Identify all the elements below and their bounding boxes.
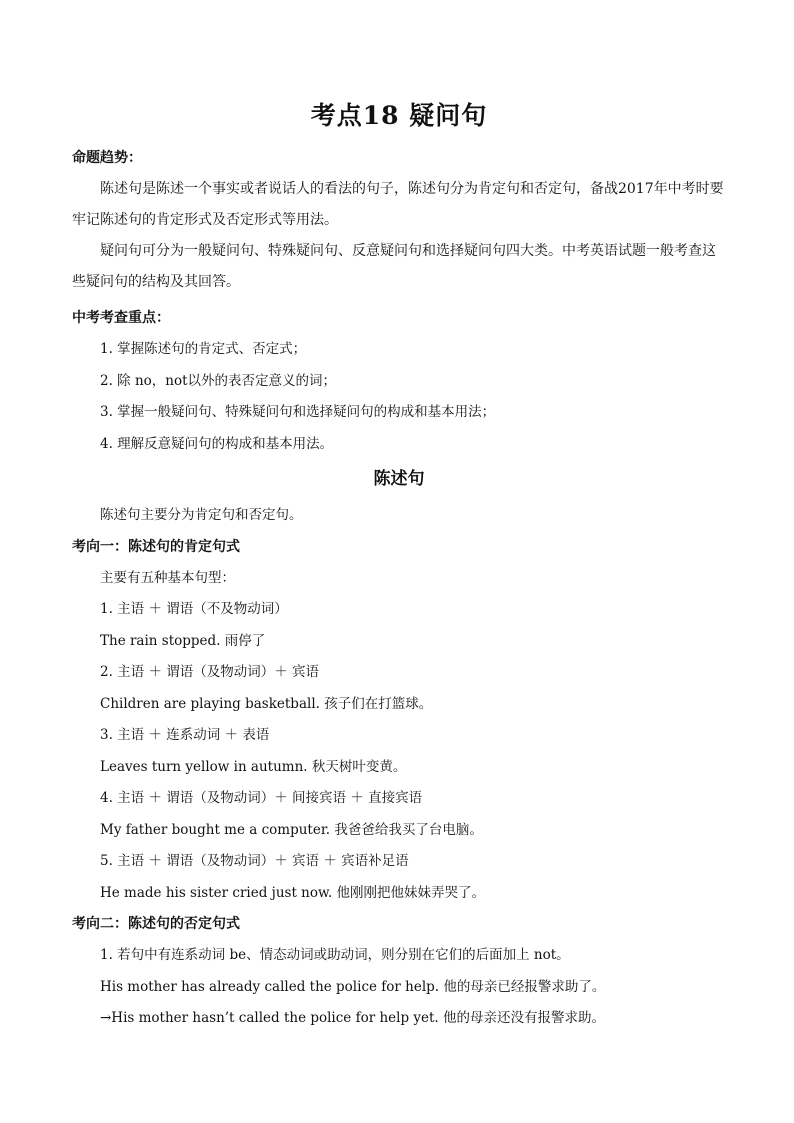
- example-4: My father bought me a computer. 我爸爸给我买了台电脑。: [100, 821, 483, 838]
- negation-example-positive: His mother has already called the police for help. 他的母亲已经报警求助了。: [100, 978, 606, 995]
- pattern-3: 3. 主语 ＋ 连系动词 ＋ 表语: [100, 727, 270, 743]
- page-title: 考点18 疑问句: [310, 101, 488, 130]
- key-points-heading: 中考考查重点：: [72, 310, 170, 326]
- negation-rule-1: 1. 若句中有连系动词 be、情态动词或助动词，则分别在它们的后面加上 not。: [100, 947, 570, 963]
- key-point-item: 3. 掌握一般疑问句、特殊疑问句和选择疑问句的构成和基本用法；: [100, 404, 496, 420]
- example-2: Children are playing basketball. 孩子们在打篮球。: [100, 695, 433, 712]
- pattern-4: 4. 主语 ＋ 谓语（及物动词）＋ 间接宾语 ＋ 直接宾语: [100, 790, 423, 806]
- pattern-2: 2. 主语 ＋ 谓语（及物动词）＋ 宾语: [100, 664, 320, 680]
- negation-example-negative: →His mother hasn’t called the police for help yet. 他的母亲还没有报警求助。: [100, 1010, 606, 1026]
- key-points-list: [72, 334, 726, 460]
- trend-paragraph-1: 陈述句是陈述一个事实或者说话人的看法的句子，陈述句分为肯定句和否定句，备战2017年中考时要牢记陈述句的肯定形式及否定形式等用法。: [72, 181, 724, 228]
- direction1-heading: 考向一：陈述句的肯定句式: [72, 538, 240, 555]
- example-3: Leaves turn yellow in autumn. 秋天树叶变黄。: [100, 758, 407, 775]
- direction2-lines: [72, 940, 726, 1035]
- pattern-5: 5. 主语 ＋ 谓语（及物动词）＋ 宾语 ＋ 宾语补足语: [100, 853, 409, 869]
- pattern-1: 1. 主语 ＋ 谓语（不及物动词）: [100, 601, 288, 617]
- key-point-item: 1. 掌握陈述句的肯定式、否定式；: [100, 341, 307, 357]
- trend-heading: 命题趋势：: [72, 150, 142, 166]
- example-5: He made his sister cried just now. 他刚刚把他妹妹弄哭了。: [100, 884, 486, 901]
- direction1-lines: [72, 563, 726, 910]
- pattern-intro: 主要有五种基本句型：: [100, 569, 235, 586]
- key-point-item: 4. 理解反意疑问句的构成和基本用法。: [100, 435, 334, 452]
- section-title-declarative: 陈述句: [373, 469, 425, 489]
- example-1: The rain stopped. 雨停了: [100, 632, 266, 649]
- key-point-item: 2. 除 no，not以外的表否定意义的词；: [100, 372, 337, 389]
- declarative-intro: 陈述句主要分为肯定句和否定句。: [100, 507, 303, 523]
- direction2-heading: 考向二：陈述句的否定句式: [72, 916, 240, 932]
- trend-paragraph-2: 疑问句可分为一般疑问句、特殊疑问句、反意疑问句和选择疑问句四大类。中考英语试题一般考查这些疑问句的结构及其回答。: [72, 243, 716, 290]
